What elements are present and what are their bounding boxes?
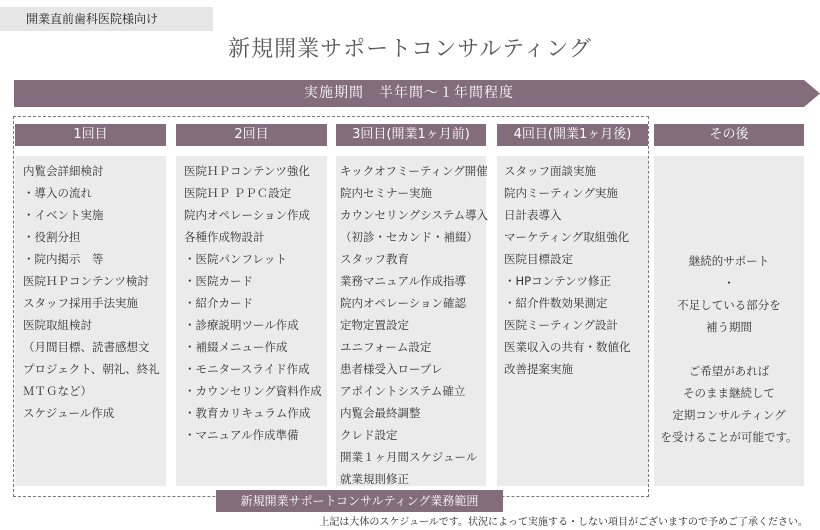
phase-item: ・導入の流れ	[23, 186, 92, 200]
after-line: ・	[723, 276, 735, 290]
phase-item: 患者様受入ロープレ	[340, 362, 443, 376]
after-body	[654, 156, 804, 486]
phase-item: 医院ミーティング設計	[504, 318, 618, 332]
phase-item: （月間目標、読書感想文	[23, 340, 150, 354]
target-tag: 開業直前歯科医院様向け	[0, 7, 213, 31]
footnote: 上記は大体のスケジュールです。状況によって実施する・しない項目がございますので予めご了承ください。	[319, 517, 808, 528]
phase-item: スケジュール作成	[23, 406, 115, 420]
after-header: その後	[654, 124, 804, 146]
phase-item: ・医院カード	[184, 274, 253, 288]
phase-item: 内覧会詳細検討	[23, 164, 104, 178]
scope-label: 新規開業サポートコンサルティング業務範囲	[216, 490, 503, 512]
phase-item: 内覧会最終調整	[340, 406, 421, 420]
after-line: 補う期間	[706, 320, 752, 334]
phase-item: ・教育カリキュラム作成	[184, 406, 311, 420]
phase-item: 院内ミーティング実施	[504, 186, 618, 200]
phase-body	[15, 156, 166, 486]
phase-item: 改善提案実施	[504, 362, 573, 376]
phase-item: ＭＴＧなど）	[23, 384, 92, 398]
phase-item: ・モニタースライド作成	[184, 362, 310, 376]
phase-item: 各種作成物設計	[184, 230, 265, 244]
phase-item: ・役割分担	[23, 230, 81, 244]
phase-item: ユニフォーム設定	[340, 340, 432, 354]
phase-item: ・マニュアル作成準備	[184, 428, 299, 442]
after-line	[654, 338, 804, 360]
period-label: 実施期間 半年間～１年間程度	[304, 85, 514, 101]
phase-item: （初診・セカンド・補綴）	[340, 230, 478, 244]
phase-header: 3回目(開業1ヶ月前)	[336, 124, 486, 146]
phase-item: カウンセリングシステム導入	[340, 208, 489, 222]
phase-column-2	[176, 124, 327, 442]
phase-item: 院内オペレーション作成	[184, 208, 311, 222]
after-line: 定期コンサルティング	[672, 408, 786, 422]
phase-item: 医院ＨＰコンテンツ検討	[23, 274, 149, 288]
phase-item: プロジェクト、朝礼、終礼	[23, 362, 160, 376]
period-arrow	[14, 80, 820, 107]
phase-item: ・カウンセリング資料作成	[184, 384, 322, 398]
after-line: 不足している部分を	[677, 298, 781, 312]
phase-item: 開業１ヶ月間スケジュール	[340, 450, 478, 464]
phase-header: 2回目	[176, 124, 327, 146]
phase-column-1	[15, 124, 166, 420]
after-column	[654, 124, 804, 444]
phase-item: ・診療説明ツール作成	[184, 318, 299, 332]
phase-item: スタッフ採用手法実施	[23, 296, 138, 310]
phase-body	[497, 156, 648, 486]
phase-item: ・HPコンテンツ修正	[504, 274, 612, 288]
phase-item: アポイントシステム確立	[340, 384, 466, 398]
phase-item: ・院内掲示 等	[23, 252, 104, 266]
phase-item: 日計表導入	[504, 208, 562, 222]
after-line: 継続的サポート	[688, 254, 770, 268]
phase-item: 医院ＨＰ ＰＰＣ設定	[184, 186, 292, 200]
phase-item: スタッフ教育	[340, 252, 409, 266]
after-line: ご希望があれば	[688, 364, 770, 378]
page-title: 新規開業サポートコンサルティング	[228, 37, 592, 62]
phase-item: 就業規則修正	[340, 472, 409, 486]
after-line: を受けることが可能です。	[660, 430, 798, 444]
phase-item: ・補綴メニュー作成	[184, 340, 288, 354]
phase-item: 医院ＨＰコンテンツ強化	[184, 164, 310, 178]
phase-body	[336, 156, 489, 486]
phase-header: 4回目(開業1ヶ月後)	[497, 124, 648, 146]
phase-item: キックオフミーティング開催	[340, 164, 488, 178]
phase-item: ・イベント実施	[23, 208, 104, 222]
phase-item: スタッフ面談実施	[504, 164, 596, 178]
phase-item: マーケティング取組強化	[504, 230, 630, 244]
phase-item: 院内オペレーション確認	[340, 296, 467, 310]
phase-item: ・紹介件数効果測定	[504, 296, 608, 310]
phase-item: 医院目標設定	[504, 252, 573, 266]
phase-item: ・医院パンフレット	[184, 252, 287, 266]
phase-item: 定物定置設定	[340, 318, 409, 332]
phase-body	[176, 156, 327, 486]
phase-item: 医業収入の共有・数値化	[504, 340, 631, 354]
phase-column-4	[497, 124, 648, 376]
phase-header: 1回目	[15, 124, 166, 146]
phase-item: 業務マニュアル作成指導	[340, 274, 467, 288]
after-line: そのまま継続して	[683, 386, 775, 400]
phase-column-3	[336, 124, 489, 486]
phase-item: 医院取組検討	[23, 318, 92, 332]
phase-item: 院内セミナー実施	[340, 186, 432, 200]
phase-item: ・紹介カード	[184, 296, 253, 310]
phase-item: クレド設定	[340, 428, 398, 442]
